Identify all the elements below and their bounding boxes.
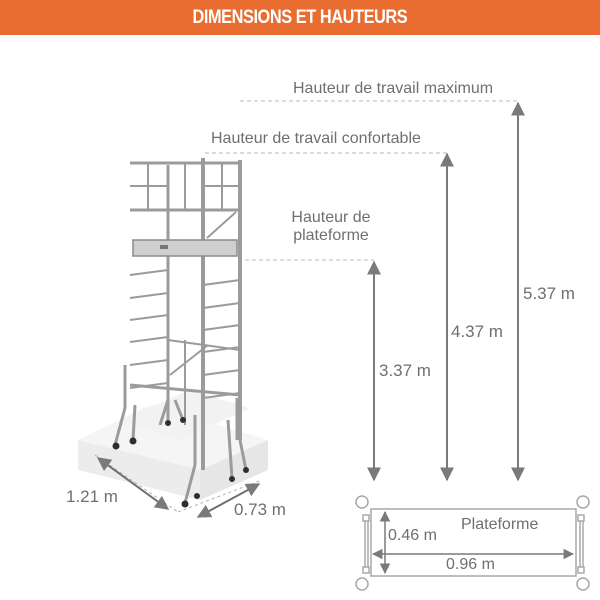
page-title: DIMENSIONS ET HAUTEURS <box>192 6 408 28</box>
platform-height-label-line2: plateforme <box>293 227 369 245</box>
footprint-length-value: 1.21 m <box>66 487 118 506</box>
footprint-width-value: 0.73 m <box>234 500 286 519</box>
platform-height-label-line1: Hauteur de <box>291 209 371 226</box>
plan-platform-label: Plateforme <box>461 516 539 533</box>
max-height-value: 5.37 m <box>523 284 575 303</box>
comfortable-working-height-label: Hauteur de travail confortable <box>211 130 421 147</box>
max-working-height-label: Hauteur de travail maximum <box>293 80 494 97</box>
plan-width-value: 0.96 m <box>446 556 495 573</box>
platform-height-label <box>287 209 375 246</box>
comfortable-height-value: 4.37 m <box>451 322 503 341</box>
platform-height-value: 3.37 m <box>379 361 431 380</box>
plan-depth-value: 0.46 m <box>388 527 437 544</box>
height-arrows <box>374 103 518 480</box>
